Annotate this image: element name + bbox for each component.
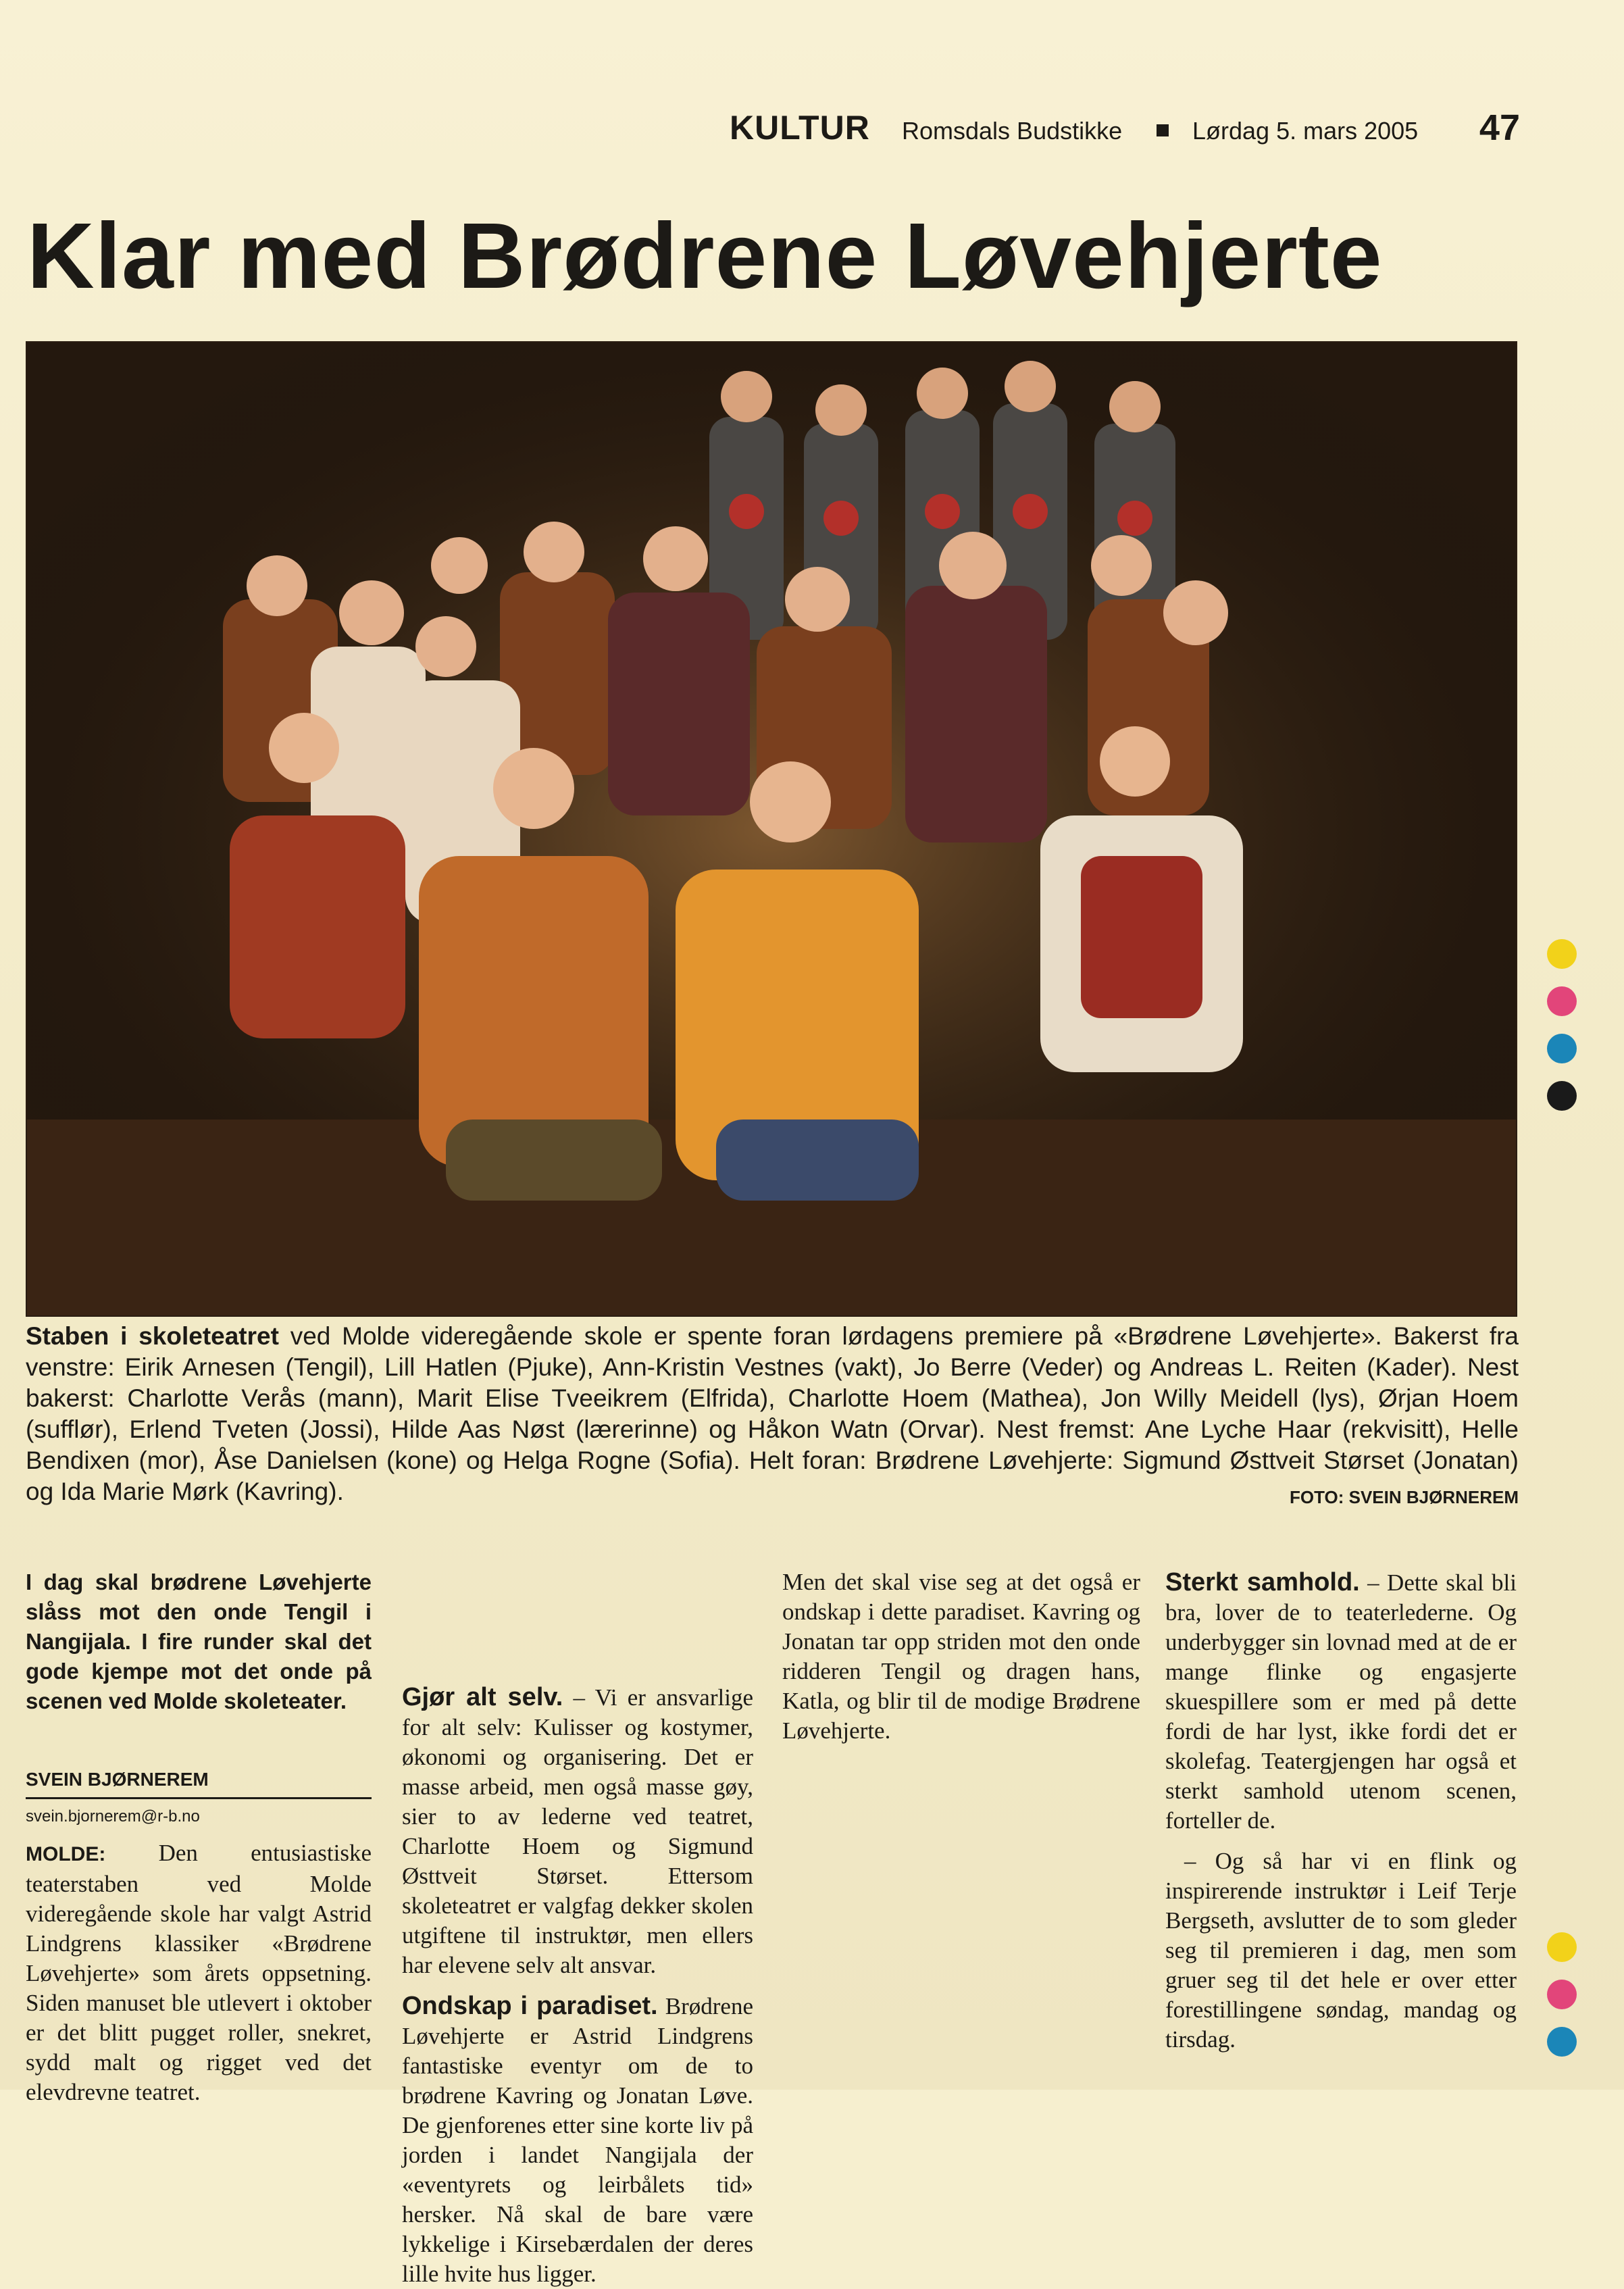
subheading-gjor-alt-selv: Gjør alt selv. (402, 1683, 563, 1711)
page-header (730, 108, 1520, 149)
page-number: 47 (1479, 107, 1520, 148)
print-color-dot-magenta-2 (1547, 1980, 1577, 2009)
group-photo (26, 341, 1517, 1317)
article-column-1 (26, 1567, 372, 2107)
paragraph-1 (26, 1838, 372, 2107)
print-color-dot-magenta (1547, 986, 1577, 1016)
author-email: svein.bjornerem@r-b.no (26, 1807, 200, 1826)
print-color-dot-black (1547, 1081, 1577, 1111)
photo-caption (26, 1321, 1519, 1513)
paragraph-3-text: Brødrene Løvehjerte er Astrid Lindgrens fantastiske eventyr om de to brødrene Kavring og Jonatan Løve. De gjenforenes etter sine korte liv på jorden i landet Nangijala der «eventyrets og leirbålets tid» hersker. Nå skal de bare være lykkelige i Kirsebærdalen der deres lille hvite hus ligger. (402, 1993, 753, 2287)
dateline: MOLDE: (26, 1843, 106, 1865)
caption-lead: Staben i skoleteatret (26, 1322, 279, 1350)
print-color-dot-yellow-2 (1547, 1932, 1577, 1962)
article-intro: I dag skal brødrene Løvehjerte slåss mot den onde Tengil i Nangijala. I fire runder skal det gode kjempe mot det onde på scenen ved Molde skoleteater. (26, 1569, 372, 1713)
photo-credit: FOTO: SVEIN BJØRNEREM (1289, 1487, 1519, 1507)
issue-date: Lørdag 5. mars 2005 (1192, 117, 1419, 145)
paragraph-2 (402, 1682, 753, 1980)
caption-text: ved Molde videregående skole er spente foran lørdagens premiere på «Brødrene Løvehjerte». Bakerst fra venstre: Eirik Arnesen (Tengil), Lill Hatlen (Pjuke), Ann-Kristin Vestnes (vakt), Jo Berre (Veder) og Andreas L. Reiten (Kader). Nest bakerst: Charlotte Verås (mann), Marit Elise Tveeikrem (Elfrida), Charlotte Hoem (Mathea), Jon Willy Meidell (lys), Ørjan Hoem (sufflør), Erlend Tveten (Jossi), Hilde Aas Nøst (lærerinne) og Håkon Watn (Orvar). Nest fremst: Ane Lyche Haar (rekvisitt), Helle Bendixen (mor), Åse Danielsen (kone) og Helga Rogne (Sofia). Helt foran: Brødrene Løvehjerte: Sigmund Østtveit Størset (Jonatan) og Ida Marie Mørk (Kavring). (26, 1322, 1519, 1505)
print-color-dot-cyan (1547, 1034, 1577, 1063)
print-color-dot-yellow (1547, 939, 1577, 969)
paragraph-3 (402, 1991, 753, 2289)
paragraph-2-text: – Vi er ansvarlige for alt selv: Kulisser og kostymer, økonomi og organisering. Det er masse arbeid, men også masse gøy, sier to av lederne ved teatret, Charlotte Hoem og Sigmund Østtveit Størset. Ettersom skoleteatret er valgfag dekker skolen utgiftene til instruktør, men ellers har elevene selv alt ansvar. (402, 1684, 753, 1978)
subheading-sterkt-samhold: Sterkt samhold. (1165, 1568, 1360, 1596)
print-color-dot-cyan-2 (1547, 2027, 1577, 2057)
paragraph-5 (1165, 1567, 1517, 1836)
article-column-2b (402, 1682, 753, 2289)
section-label: KULTUR (730, 109, 870, 147)
paragraph-4: Men det skal vise seg at det også er ondskap i dette paradiset. Kavring og Jonatan tar opp striden mot den onde ridderen Tengil og dragen hans, Katla, og blir til de modige Brødrene Løvehjerte. (782, 1569, 1140, 1744)
subheading-ondskap: Ondskap i paradiset. (402, 1992, 658, 2020)
article-column-4 (1165, 1567, 1517, 2055)
paragraph-6: – Og så har vi en flink og inspirerende instruktør i Leif Terje Bergseth, avslutter de to som gleder seg til premieren i dag, men som gruer seg til det hele er over etter forestillingene søndag, mandag og tirsdag. (1165, 1848, 1517, 2053)
headline: Klar med Brødrene Løvehjerte (27, 204, 1383, 308)
publication-name: Romsdals Budstikke (902, 117, 1123, 145)
paragraph-1-text: Den entusiastiske teaterstaben ved Molde videregående skole har valgt Astrid Lindgrens klassiker «Brødrene Løvehjerte» som årets oppsetning. Siden manuset ble utlevert i oktober er det blitt pugget roller, snekret, sydd malt og rigget ved det elevdrevne teatret. (26, 1840, 372, 2105)
article-column-3 (782, 1567, 1140, 1746)
paragraph-5-text: – Dette skal bli bra, lover de to teaterlederne. Og underbygger sin lovnad med at de er mange flinke og engasjerte skuespillere som er med på dette fordi de har lyst, ikke fordi det er skolefag. Teatergjengen har også et sterkt samhold utenom scenen, forteller de. (1165, 1569, 1517, 1834)
separator-square-icon (1157, 124, 1169, 136)
group-photo-illustration (27, 343, 1516, 1315)
byline: SVEIN BJØRNEREM (26, 1765, 372, 1799)
